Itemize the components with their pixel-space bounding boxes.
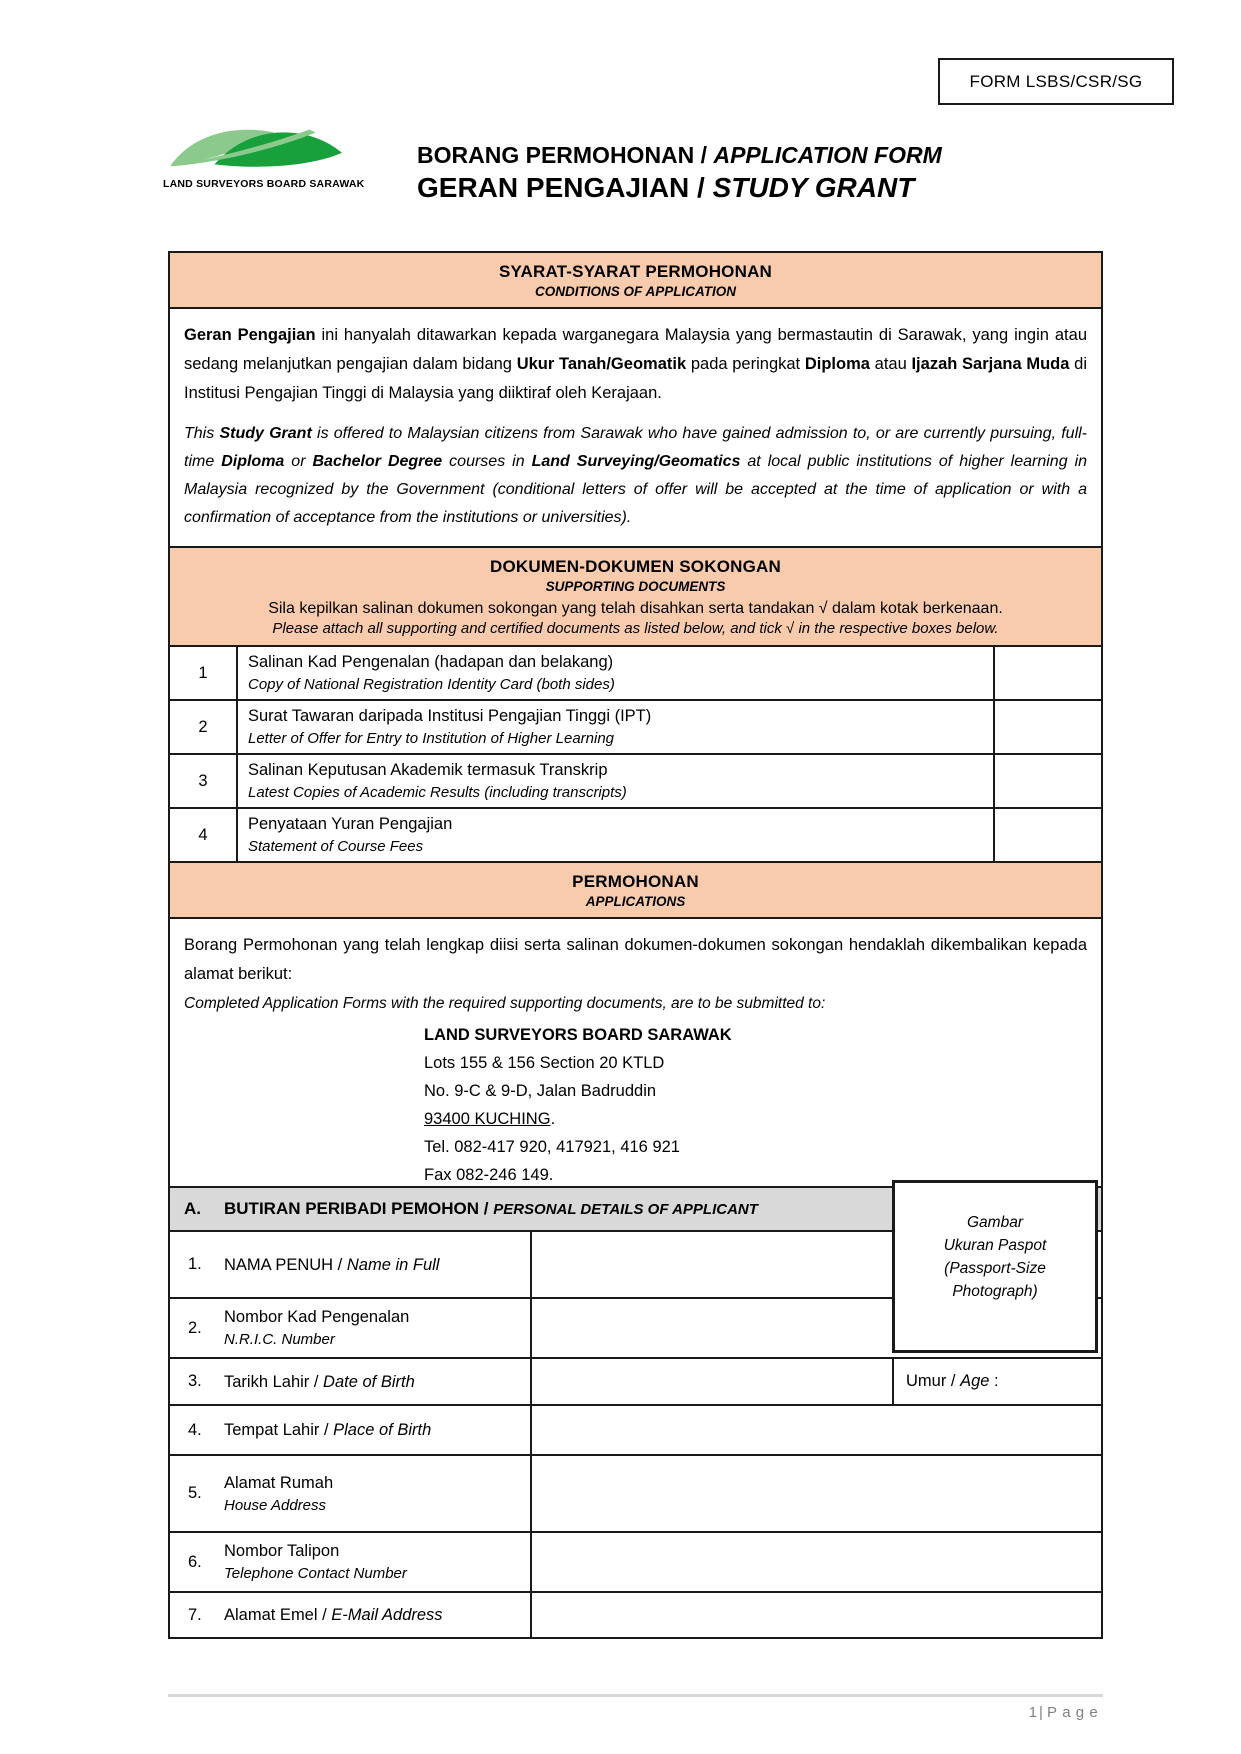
passport-photo-box[interactable] xyxy=(892,1180,1098,1353)
field-label-text: Alamat Emel / E-Mail Address xyxy=(224,1606,443,1624)
applications-paragraph-my: Borang Permohonan yang telah lengkap diisi serta salinan dokumen-dokumen sokongan hendaklah dikembalikan kepada alamat berikut: xyxy=(184,936,1087,983)
telephone-input-cell[interactable] xyxy=(532,1533,1101,1591)
field-label-sub: Telephone Contact Number xyxy=(224,1565,407,1582)
address-org-name: LAND SURVEYORS BOARD SARAWAK xyxy=(424,1026,732,1044)
conditions-paragraph-en: This Study Grant is offered to Malaysian citizens from Sarawak who have gained admission to, or are currently pursuing, full-time Diploma or Bachelor Degree courses in Land Surveying/Geomatics at local public institutions of higher learning in Malaysia recognized by the Government (conditional letters of offer will be accepted at the time of application or with a confirmation of acceptance from the institutions or universities). xyxy=(184,425,1088,526)
field-label-main: Nombor Talipon xyxy=(224,1542,340,1560)
field-label-name xyxy=(170,1232,532,1297)
doc-number: 4 xyxy=(170,809,238,861)
doc-number: 2 xyxy=(170,701,238,753)
table-row xyxy=(170,701,1101,755)
doc-2-tick-box[interactable] xyxy=(993,701,1101,753)
form-title xyxy=(417,140,942,206)
field-label-text xyxy=(224,1305,409,1351)
table-row xyxy=(170,647,1101,701)
table-row xyxy=(168,1359,1103,1406)
doc-desc-en: Letter of Offer for Entry to Institution of Higher Learning xyxy=(248,730,615,747)
applications-paragraph-en: Completed Application Forms with the required supporting documents, are to be submitted to: xyxy=(184,995,826,1012)
conditions-heading-en: CONDITIONS OF APPLICATION xyxy=(535,284,736,299)
house-address-input-cell[interactable] xyxy=(532,1456,1101,1531)
address-line-2: No. 9-C & 9-D, Jalan Badruddin xyxy=(424,1082,657,1100)
field-label-nric xyxy=(170,1299,532,1357)
field-label-text: NAMA PENUH / Name in Full xyxy=(224,1255,440,1274)
field-label-pob xyxy=(170,1406,532,1454)
table-row xyxy=(168,1456,1103,1533)
form-title-line1: BORANG PERMOHONAN / APPLICATION FORM xyxy=(417,142,942,168)
table-row xyxy=(168,1406,1103,1456)
form-code-box xyxy=(938,58,1174,105)
page-number-separator: | xyxy=(1039,1704,1043,1721)
applications-header xyxy=(170,861,1101,917)
field-label-text xyxy=(224,1471,333,1517)
documents-heading-my: DOKUMEN-DOKUMEN SOKONGAN xyxy=(490,557,781,576)
documents-table xyxy=(170,645,1101,861)
submission-address xyxy=(424,1021,1087,1189)
doc-description xyxy=(238,755,993,807)
field-label-dob xyxy=(170,1359,532,1404)
table-row xyxy=(168,1533,1103,1593)
lsbs-logo-icon xyxy=(163,118,349,176)
doc-number: 3 xyxy=(170,755,238,807)
conditions-header xyxy=(170,253,1101,307)
doc-desc-en: Latest Copies of Academic Results (including transcripts) xyxy=(248,784,627,801)
address-city-line xyxy=(424,1105,1087,1133)
field-label-sub: N.R.I.C. Number xyxy=(224,1331,335,1348)
documents-instruction-en: Please attach all supporting and certified documents as listed below, and tick √ in the respective boxes below. xyxy=(272,620,999,637)
email-input-cell[interactable] xyxy=(532,1593,1101,1637)
doc-desc-my: Penyataan Yuran Pengajian xyxy=(248,815,453,833)
age-label-text: Umur / Age : xyxy=(906,1372,999,1390)
field-label-house-address xyxy=(170,1456,532,1531)
section-a-personal-details xyxy=(168,1186,1103,1639)
documents-instruction-my: Sila kepilkan salinan dokumen sokongan yang telah disahkan serta tandakan √ dalam kotak berkenaan. xyxy=(268,600,1003,617)
field-label-text: Tarikh Lahir / Date of Birth xyxy=(224,1372,415,1391)
page-number-label: Page xyxy=(1046,1704,1103,1721)
table-row xyxy=(170,809,1101,861)
address-line-1: Lots 155 & 156 Section 20 KTLD xyxy=(424,1054,665,1072)
doc-description xyxy=(238,647,993,699)
field-number: 4. xyxy=(188,1420,202,1439)
section-a-title: BUTIRAN PERIBADI PEMOHON / PERSONAL DETAILS OF APPLICANT xyxy=(224,1199,758,1218)
footer-divider xyxy=(168,1694,1103,1697)
doc-3-tick-box[interactable] xyxy=(993,755,1101,807)
address-fax: Fax 082-246 149. xyxy=(424,1166,554,1184)
dob-input-cell[interactable] xyxy=(532,1359,892,1404)
field-label-main: Nombor Kad Pengenalan xyxy=(224,1308,410,1326)
field-number: 5. xyxy=(188,1484,202,1502)
field-number: 7. xyxy=(188,1605,202,1624)
field-label-sub: House Address xyxy=(224,1496,326,1514)
table-row xyxy=(170,755,1101,809)
doc-description xyxy=(238,701,993,753)
doc-number: 1 xyxy=(170,647,238,699)
field-label-telephone xyxy=(170,1533,532,1591)
field-number: 6. xyxy=(188,1552,202,1571)
documents-header xyxy=(170,546,1101,645)
page-number xyxy=(168,1704,1103,1721)
field-number: 2. xyxy=(188,1318,202,1337)
form-code-text: FORM LSBS/CSR/SG xyxy=(969,71,1143,91)
field-label-text xyxy=(224,1539,407,1585)
conditions-heading-my: SYARAT-SYARAT PERMOHONAN xyxy=(498,262,773,281)
form-title-line2: GERAN PENGAJIAN / STUDY GRANT xyxy=(417,172,915,203)
doc-desc-my: Salinan Keputusan Akademik termasuk Transkrip xyxy=(248,761,608,779)
pob-input-cell[interactable] xyxy=(532,1406,1101,1454)
applications-heading-my: PERMOHONAN xyxy=(572,872,699,891)
documents-heading-en: SUPPORTING DOCUMENTS xyxy=(545,579,726,594)
conditions-body xyxy=(170,307,1101,546)
field-label-text: Tempat Lahir / Place of Birth xyxy=(224,1421,432,1439)
doc-description xyxy=(238,809,993,861)
address-city: 93400 KUCHING xyxy=(424,1110,551,1128)
lsbs-logo xyxy=(163,118,363,190)
doc-4-tick-box[interactable] xyxy=(993,809,1101,861)
address-tel: Tel. 082-417 920, 417921, 416 921 xyxy=(424,1138,680,1156)
age-label-cell[interactable] xyxy=(892,1359,1101,1404)
page-number-value: 1 xyxy=(1028,1704,1038,1721)
section-a-letter: A. xyxy=(184,1199,201,1218)
doc-desc-en: Statement of Course Fees xyxy=(248,838,424,855)
table-row xyxy=(168,1593,1103,1639)
conditions-paragraph-my: Geran Pengajian ini hanyalah ditawarkan kepada warganegara Malaysia yang bermastautin di Sarawak, yang ingin atau sedang melanjutkan pengajian dalam bidang Ukur Tanah/Geomatik pada peringkat Diploma atau Ijazah Sarjana Muda di Institusi Pengajian Tinggi di Malaysia yang diiktiraf oleh Kerajaan. xyxy=(184,326,1087,402)
applications-heading-en: APPLICATIONS xyxy=(585,894,686,909)
field-number: 3. xyxy=(188,1372,202,1390)
doc-desc-my: Salinan Kad Pengenalan (hadapan dan belakang) xyxy=(248,653,614,671)
doc-1-tick-box[interactable] xyxy=(993,647,1101,699)
applications-body xyxy=(170,917,1101,1205)
main-content-box xyxy=(168,251,1103,1207)
field-number: 1. xyxy=(188,1255,202,1273)
field-label-main: Alamat Rumah xyxy=(224,1473,334,1492)
doc-desc-en: Copy of National Registration Identity Card (both sides) xyxy=(248,676,615,693)
address-city-suffix: . xyxy=(550,1110,556,1128)
doc-desc-my: Surat Tawaran daripada Institusi Pengajian Tinggi (IPT) xyxy=(248,707,652,725)
logo-caption: LAND SURVEYORS BOARD SARAWAK xyxy=(163,178,365,190)
passport-photo-label: Gambar Ukuran Paspot (Passport-Size Photograph) xyxy=(943,1214,1047,1300)
field-label-email xyxy=(170,1593,532,1637)
